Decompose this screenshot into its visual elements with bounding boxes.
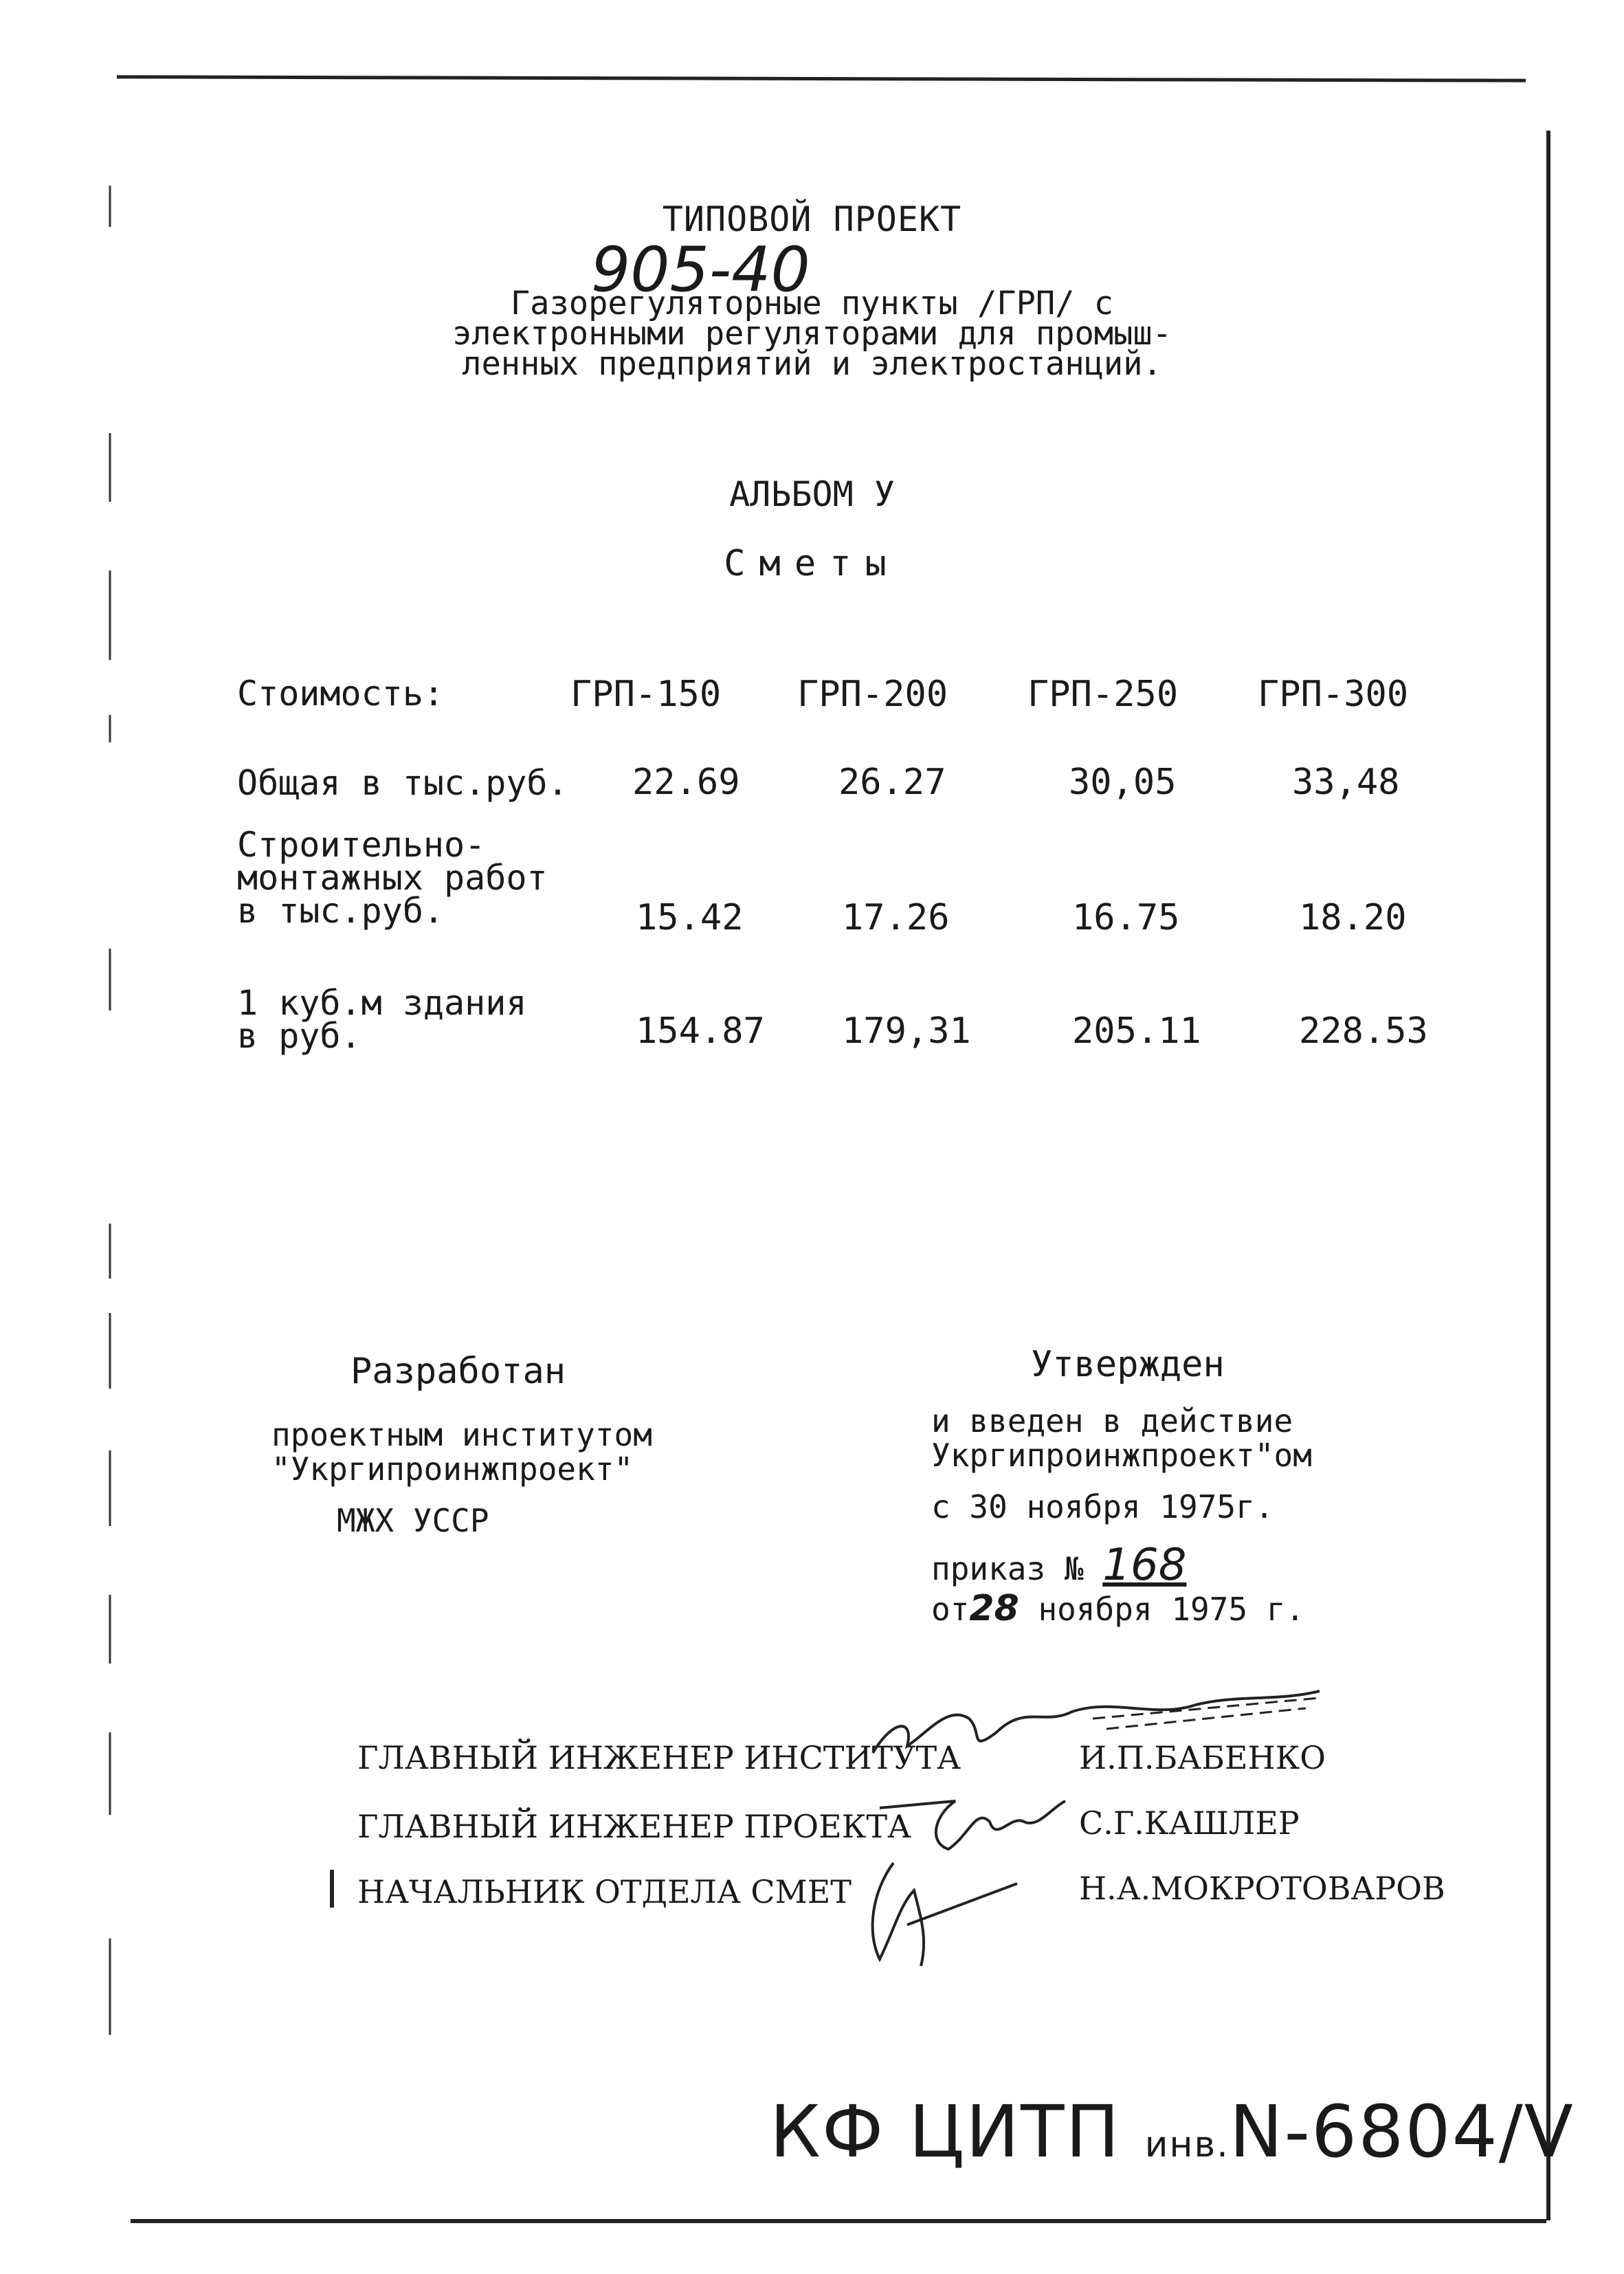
order-date-line xyxy=(931,1588,1304,1629)
developed-line: МЖХ УССР xyxy=(337,1502,489,1539)
cell-value: 26.27 xyxy=(838,762,946,803)
signer-position: ГЛАВНЫЙ ИНЖЕНЕР ИНСТИТУТА xyxy=(357,1739,961,1776)
page-top-border xyxy=(117,75,1526,82)
cell-value: 22.69 xyxy=(632,762,740,803)
column-header: ГРП-150 xyxy=(570,674,722,715)
row-label: Строительно- монтажных работ в тыс.руб. xyxy=(237,825,548,931)
section-title: Сметы xyxy=(724,543,900,584)
cell-value: 179,31 xyxy=(842,1011,971,1052)
column-header: ГРП-300 xyxy=(1258,674,1409,715)
page-right-border xyxy=(1546,131,1550,2220)
signature-kashler xyxy=(873,1774,1079,1856)
approved-line: Укргипроинжпроект"ом xyxy=(931,1437,1312,1474)
project-description: Газорегуляторные пункты /ГРП/ с электронными регуляторами для промыш- ленных предприятий и электростанций. xyxy=(452,285,1172,383)
date-rest: ноября 1975 г. xyxy=(1038,1591,1305,1628)
project-number: 905-40 xyxy=(591,234,810,306)
date-prefix: от xyxy=(931,1591,970,1628)
cell-value: 18.20 xyxy=(1299,897,1407,938)
binding-margin-marks xyxy=(96,179,124,2104)
row-label: Общая в тыс.руб. xyxy=(237,763,568,803)
cell-value: 15.42 xyxy=(636,897,744,938)
developed-line: "Укргипроинжпроект" xyxy=(271,1450,634,1488)
page-bottom-border xyxy=(131,2219,1546,2223)
cell-value: 205.11 xyxy=(1072,1011,1201,1052)
cell-value: 16.75 xyxy=(1072,897,1180,938)
inventory-stamp xyxy=(770,2090,1575,2174)
order-number: 168 xyxy=(1102,1540,1187,1591)
order-label: приказ № xyxy=(931,1550,1084,1587)
cost-header-label: Стоимость: xyxy=(237,674,445,714)
cell-value: 17.26 xyxy=(842,897,950,938)
developed-heading: Разработан xyxy=(351,1351,566,1392)
cell-value: 30,05 xyxy=(1069,762,1177,803)
approved-heading: Утвержден xyxy=(1031,1344,1225,1385)
cell-value: 154.87 xyxy=(636,1011,765,1052)
order-line xyxy=(931,1540,1186,1591)
column-header: ГРП-250 xyxy=(1027,674,1179,715)
margin-tick xyxy=(330,1870,334,1908)
date-day: 28 xyxy=(969,1588,1019,1629)
signer-position: НАЧАЛЬНИК ОТДЕЛА СМЕТ xyxy=(357,1873,852,1910)
approved-line: с 30 ноября 1975г. xyxy=(931,1488,1274,1525)
signature-babenko xyxy=(866,1677,1333,1774)
signer-position: ГЛАВНЫЙ ИНЖЕНЕР ПРОЕКТА xyxy=(357,1808,911,1845)
approved-line: и введен в действие xyxy=(931,1402,1293,1439)
stamp-inv-number: N-6804/V xyxy=(1229,2090,1575,2174)
document-title: ТИПОВОЙ ПРОЕКТ xyxy=(662,199,962,239)
column-header: ГРП-200 xyxy=(797,674,948,715)
stamp-org: КФ ЦИТП xyxy=(770,2090,1121,2174)
signer-name: С.Г.КАШЛЕР xyxy=(1079,1804,1300,1842)
signer-name: Н.А.МОКРОТОВАРОВ xyxy=(1079,1870,1445,1907)
signer-name: И.П.БАБЕНКО xyxy=(1079,1739,1326,1776)
signature-mokrotovarov xyxy=(852,1849,1031,1973)
stamp-inv-label: инв. xyxy=(1144,2124,1230,2165)
developed-line: проектным институтом xyxy=(271,1416,652,1453)
cell-value: 228.53 xyxy=(1299,1011,1428,1052)
row-label: 1 куб.м здания в руб. xyxy=(237,983,527,1056)
album-label: АЛЬБОМ У xyxy=(729,474,895,514)
cell-value: 33,48 xyxy=(1292,762,1400,803)
